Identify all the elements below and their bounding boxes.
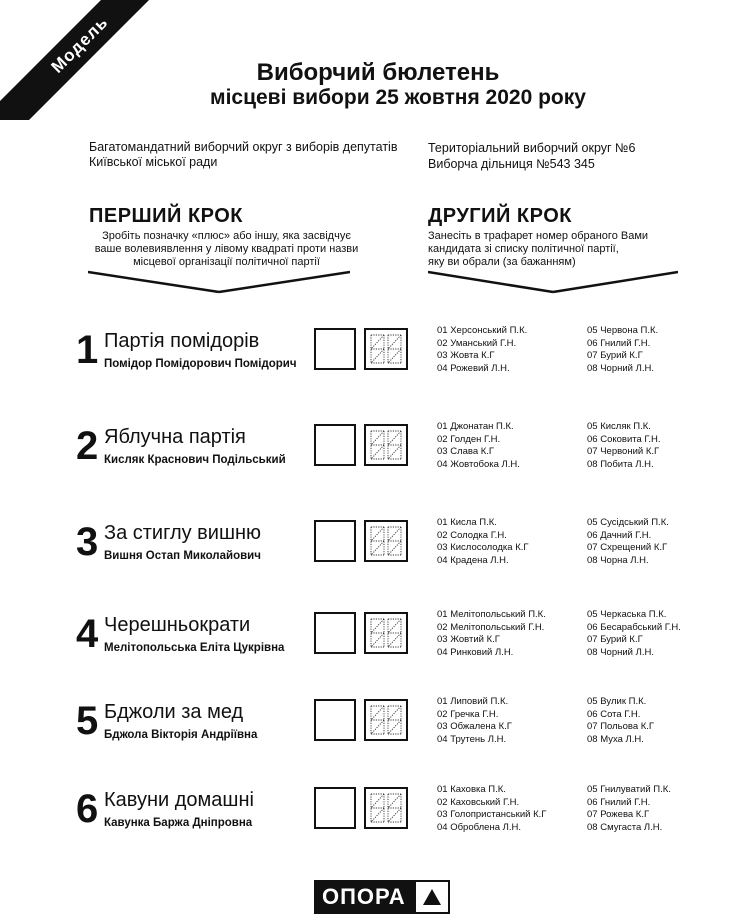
candidate-item: 07 Польова К.Г [587, 721, 655, 732]
vote-checkbox[interactable] [314, 612, 356, 654]
candidate-item: 07 Бурий К.Г [587, 350, 643, 361]
candidate-item: 02 Солодка Г.Н. [437, 529, 507, 541]
candidate-number-stencil[interactable] [364, 612, 408, 654]
stencil-segment [388, 720, 401, 734]
candidate-number-stencil[interactable] [364, 328, 408, 370]
candidate-item: 01 Каховка П.К. [437, 784, 506, 795]
party-leader: Мелітопольська Еліта Цукрівна [104, 642, 285, 654]
party-leader: Кисляк Краснович Подільський [104, 454, 286, 466]
party-leader: Кавунка Баржа Дніпровна [104, 817, 253, 829]
district-info-right [428, 140, 728, 172]
candidate-item: 03 Обжалена К.Г [437, 721, 512, 732]
candidate-item: 07 Бурий К.Г [587, 634, 643, 645]
party-leader: Вишня Остап Миколайович [104, 550, 261, 562]
vote-checkbox[interactable] [314, 520, 356, 562]
stencil-segment [388, 706, 401, 720]
candidate-item: 03 Жовтий К.Г [437, 634, 500, 645]
candidate-item: 02 Уманський Г.Н. [437, 337, 517, 349]
district-info-left [89, 140, 419, 170]
stencil-segment [371, 527, 384, 541]
party-number: 3 [76, 520, 99, 564]
model-label: Модель [0, 0, 198, 120]
candidate-item: 03 Жовта К.Г [437, 350, 495, 361]
stencil-segment [371, 808, 384, 822]
candidate-item: 08 Муха Л.Н. [587, 733, 644, 745]
candidate-item: 02 Гречка Г.Н. [437, 708, 499, 720]
candidate-list-right [587, 325, 658, 375]
candidate-item: 05 Кисляк П.К. [587, 421, 651, 432]
vote-checkbox[interactable] [314, 424, 356, 466]
party-number: 2 [76, 424, 99, 468]
ballot-title: Виборчий бюлетень [256, 59, 500, 86]
candidate-item: 07 Схрещений К.Г [587, 542, 668, 553]
stencil-segment [371, 633, 384, 647]
candidate-item: 04 Рожевий Л.Н. [437, 362, 510, 374]
candidate-list-right [587, 784, 671, 834]
stencil-segment [371, 335, 384, 349]
candidate-item: 01 Мелітопольський П.К. [437, 609, 546, 620]
candidate-list-left [437, 609, 546, 659]
candidate-item: 01 Херсонський П.К. [437, 325, 528, 336]
candidate-item: 02 Голден Г.Н. [437, 433, 501, 445]
party-name: Черешньократи [104, 614, 251, 636]
candidate-item: 04 Ринковий Л.Н. [437, 646, 514, 658]
party-row [0, 322, 756, 382]
step-one-arrow [88, 268, 350, 296]
stencil-segment [388, 633, 401, 647]
candidate-list-left [437, 784, 546, 834]
stencil-segment [388, 335, 401, 349]
stencil-segment [371, 706, 384, 720]
stencil-segment [371, 431, 384, 445]
candidate-item: 06 Дачний Г.Н. [587, 529, 652, 541]
party-number: 4 [76, 612, 99, 656]
party-name: Кавуни домашні [104, 789, 254, 811]
stencil-segment [388, 541, 401, 555]
candidate-item: 08 Смугаста Л.Н. [587, 821, 663, 833]
candidate-item: 05 Вулик П.К. [587, 696, 647, 707]
stencil-segment [388, 445, 401, 459]
step-one-title: ПЕРШИЙ КРОК [89, 205, 244, 227]
vote-checkbox[interactable] [314, 787, 356, 829]
candidate-number-stencil[interactable] [364, 424, 408, 466]
candidate-item: 04 Оброблена Л.Н. [437, 821, 521, 833]
party-number: 5 [76, 699, 99, 743]
candidate-item: 05 Черкаська П.К. [587, 609, 667, 620]
candidate-item: 05 Сусідський П.К. [587, 517, 669, 528]
step-one-line: ваше волевиявлення у лівому квадраті проти назви [94, 243, 359, 255]
ballot-subtitle: місцеві вибори 25 жовтня 2020 року [210, 86, 586, 109]
candidate-item: 02 Мелітопольський Г.Н. [437, 621, 545, 633]
party-row [0, 606, 756, 666]
step-two-line: Занесіть в трафарет номер обраного Вами [428, 230, 649, 242]
stencil-segment [388, 349, 401, 363]
party-row [0, 514, 756, 574]
candidate-list-left [437, 517, 529, 567]
step-two-instructions [428, 230, 658, 269]
candidate-item: 08 Побита Л.Н. [587, 458, 654, 470]
district-right-line: Виборча дільниця №543 345 [428, 157, 595, 171]
candidate-item: 05 Гнилуватий П.К. [587, 784, 671, 795]
ballot-header [0, 60, 756, 110]
party-name: Партія помідорів [104, 330, 260, 352]
stencil-segment [371, 720, 384, 734]
candidate-item: 03 Кислосолодка К.Г [437, 542, 529, 553]
stencil-segment [388, 527, 401, 541]
stencil-segment [388, 794, 401, 808]
party-row [0, 781, 756, 841]
step-one [89, 205, 364, 269]
candidate-item: 03 Слава К.Г [437, 446, 495, 457]
candidate-number-stencil[interactable] [364, 787, 408, 829]
candidate-number-stencil[interactable] [364, 520, 408, 562]
stencil-segment [371, 794, 384, 808]
stencil-segment [388, 808, 401, 822]
candidate-list-left [437, 325, 527, 375]
step-two-arrow [428, 268, 678, 296]
stencil-segment [371, 541, 384, 555]
stencil-segment [371, 349, 384, 363]
candidate-item: 08 Чорний Л.Н. [587, 362, 654, 374]
candidate-item: 05 Червона П.К. [587, 325, 659, 336]
party-row [0, 418, 756, 478]
stencil-segment [388, 619, 401, 633]
step-two-line: кандидата зі списку політичної партії, [428, 243, 619, 255]
party-number: 1 [76, 328, 99, 372]
district-left-line: Багатомандатний виборчий округ з виборів депутатів [89, 140, 398, 154]
candidate-list-right [587, 696, 654, 746]
opora-logo [314, 880, 450, 914]
candidate-number-stencil[interactable] [364, 699, 408, 741]
candidate-list-right [587, 421, 661, 471]
candidate-item: 03 Голопристанський К.Г [437, 809, 547, 820]
party-name: За стиглу вишню [104, 522, 262, 544]
party-name: Бджоли за мед [104, 701, 244, 723]
party-number: 6 [76, 787, 99, 831]
candidate-item: 04 Жовтобока Л.Н. [437, 458, 520, 470]
step-two-title: ДРУГИЙ КРОК [428, 205, 572, 227]
candidate-item: 06 Сота Г.Н. [587, 708, 641, 720]
stencil-segment [371, 619, 384, 633]
candidate-list-right [587, 609, 681, 659]
step-one-line: місцевої організації політичної партії [133, 256, 320, 268]
triangle-icon [414, 880, 450, 914]
candidate-item: 02 Каховський Г.Н. [437, 796, 520, 808]
party-name: Яблучна партія [104, 426, 246, 448]
party-leader: Бджола Вікторія Андріївна [104, 729, 258, 741]
candidate-item: 01 Джонатан П.К. [437, 421, 514, 432]
candidate-item: 07 Рожева К.Г [587, 809, 650, 820]
candidate-list-right [587, 517, 669, 567]
stencil-segment [388, 431, 401, 445]
candidate-item: 06 Гнилий Г.Н. [587, 337, 651, 349]
candidate-item: 01 Липовий П.К. [437, 696, 509, 707]
candidate-item: 06 Гнилий Г.Н. [587, 796, 651, 808]
vote-checkbox[interactable] [314, 328, 356, 370]
candidate-item: 07 Червоний К.Г [587, 446, 660, 457]
candidate-list-left [437, 696, 512, 746]
step-one-line: Зробіть позначку «плюс» або іншу, яка засвідчує [102, 230, 351, 242]
vote-checkbox[interactable] [314, 699, 356, 741]
candidate-list-left [437, 421, 520, 471]
candidate-item: 06 Бесарабський Г.Н. [587, 621, 681, 633]
district-left-line: Київської міської ради [89, 155, 218, 169]
step-two-line: яку ви обрали (за бажанням) [428, 256, 576, 268]
stencil-segment [371, 445, 384, 459]
district-right-line: Територіальний виборчий округ №6 [428, 141, 636, 155]
party-row [0, 693, 756, 753]
candidate-item: 04 Трутень Л.Н. [437, 733, 507, 745]
step-two [428, 205, 658, 269]
logo-text: ОПОРА [314, 880, 414, 914]
candidate-item: 08 Чорний Л.Н. [587, 646, 654, 658]
candidate-item: 01 Кисла П.К. [437, 517, 497, 528]
party-leader: Помідор Помідорович Помідорич [104, 358, 297, 370]
step-one-instructions [89, 230, 364, 269]
candidate-item: 08 Чорна Л.Н. [587, 554, 649, 566]
candidate-item: 06 Соковита Г.Н. [587, 433, 661, 445]
candidate-item: 04 Крадена Л.Н. [437, 554, 509, 566]
